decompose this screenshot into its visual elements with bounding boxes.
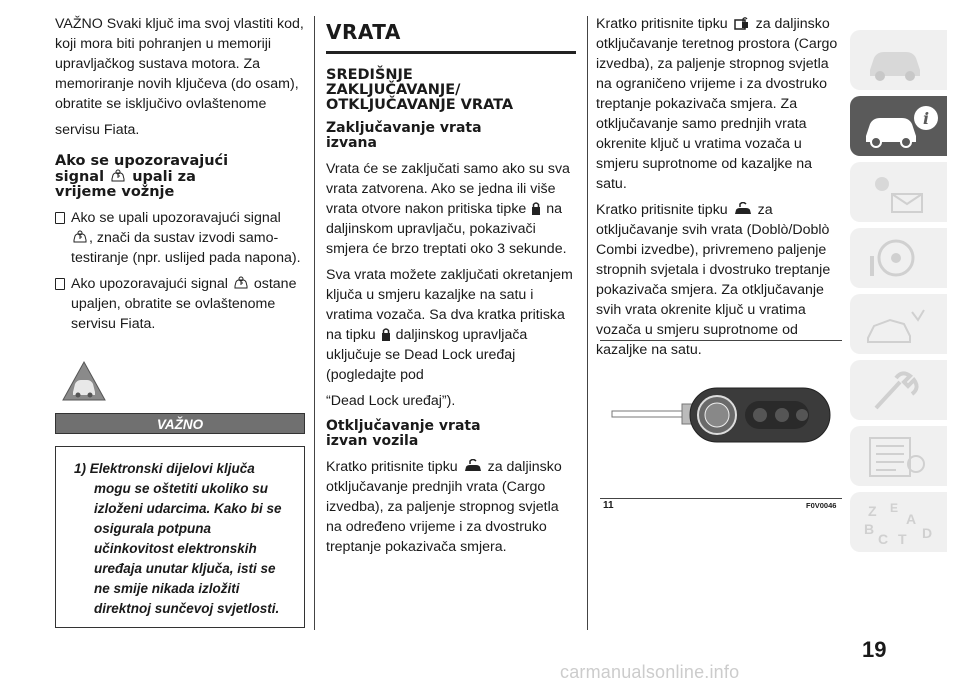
steering-wheel-icon (862, 236, 932, 281)
figure-bottom-rule (600, 498, 842, 499)
lock-outside-heading: Zaključavanje vrata izvana (326, 120, 482, 151)
column-2 (326, 14, 576, 563)
svg-text:T: T (898, 531, 907, 547)
warning-triangle-icon (61, 360, 107, 402)
sidebar-tab-maintenance[interactable] (850, 360, 947, 420)
figure-code: F0V0046 (806, 501, 837, 510)
column-1 (55, 14, 305, 628)
unlock-outside-heading: Otključavanje vrata izvan vozila (326, 418, 481, 449)
immobilizer-icon (233, 276, 249, 291)
lock-icon (531, 201, 541, 216)
car-info-active-icon (862, 104, 942, 149)
svg-text:B: B (864, 521, 875, 537)
wrench-icon (862, 368, 932, 413)
watermark: carmanualsonline.info (560, 662, 740, 682)
immobilizer-icon (110, 169, 126, 184)
sidebar-tab-technical-data[interactable] (850, 426, 947, 486)
svg-text:E: E (890, 501, 899, 515)
central-locking-heading: SREDIŠNJE ZAKLJUČAVANJE/ OTKLJUČAVANJE VRATA (326, 67, 514, 113)
key-fob-icon (600, 360, 842, 490)
paragraph: Sva vrata možete zaključati okretanjem ključa u smjeru kazaljke na satu i vratima vozača. Sa dva kratka pritiska na tipku daljinskog upravljača uključuje se Dead Lock uređaj (pogledajte pod (326, 267, 573, 383)
bullet-item: Ako se upali upozoravajući signal , znači da sustav izvodi samo-testiranje (npr. uslijed pada napona). (55, 208, 305, 268)
trunk-unlock-icon (733, 16, 751, 31)
car-crash-icon (862, 302, 932, 347)
warning-header: VAŽNO (55, 413, 305, 434)
car-unlock-icon (733, 202, 753, 217)
paragraph: Kratko pritisnite tipku za otključavanje svih vrata (Doblò/Doblò Combi izvedbe), privremeno paljenje stropnih svjetala i dvostruko treptanje pokazivača smjera. Za otključavanje svih vrata okrenite ključ u vratima vozača u smjeru suprotnome od kazaljke na satu. (596, 202, 831, 358)
svg-text:D: D (922, 525, 933, 541)
page-number: 19 (862, 637, 887, 662)
alphabet-index-icon (862, 500, 942, 548)
warning-box (55, 446, 305, 628)
title-divider (326, 51, 576, 54)
warning-text: 1) Elektronski dijelovi ključa mogu se oštetiti ukoliko su izloženi udarcima. Kako bi se osigurala potpuna učinkovitost elektronskih uređaja unutar ključa, isti se ne smije nikada izložiti direktnoj sunčevoj svjetlosti. (74, 461, 282, 616)
column-divider (314, 16, 315, 630)
paragraph: Kratko pritisnite tipku za daljinsko otključavanje teretnog prostora (Cargo izvedba), za paljenje stropnog svjetla na ograničeno vrijeme i za dvostruko treptanje pokazivača smjera. Za otključavanje samo prednjih vrata okrenite ključ u vratima vozača u smjeru suprotnome od kazaljke na satu. (596, 16, 838, 192)
figure-number: 11 (603, 500, 614, 511)
svg-text:A: A (906, 511, 917, 527)
sidebar-tab-safety[interactable] (850, 228, 947, 288)
column-3 (596, 14, 846, 366)
intro-paragraph-end: servisu Fiata. (55, 122, 140, 138)
intro-paragraph: VAŽNO Svaki ključ ima svoj vlastiti kod, koji mora biti pohranjen u memoriji upravljačkog sustava motora. Za memoriranje novih ključeva (do osam), obratite se isključivo ovlaštenome (55, 16, 304, 112)
sidebar-tab-vehicle-info[interactable] (850, 96, 947, 156)
column-divider (587, 16, 588, 630)
svg-text:Z: Z (868, 503, 877, 519)
checklist-icon (862, 434, 932, 479)
bullet-box-icon (55, 212, 65, 224)
sidebar-tab-vehicle[interactable] (850, 30, 947, 90)
paragraph: “Dead Lock uređaj”). (326, 393, 456, 409)
paragraph: Vrata će se zaključati samo ako su sva vrata zatvorena. Ako se jedna ili više vrata otvore nakon pritiska tipke na daljinskom upravljaču, pokazivači smjera će brzo treptati oko 3 sekunde. (326, 161, 570, 257)
immobilizer-icon (72, 230, 88, 245)
sidebar-tab-warning-lights[interactable] (850, 162, 947, 222)
bullet-box-icon (55, 278, 65, 290)
sidebar-tab-emergency[interactable] (850, 294, 947, 354)
warning-light-icon (862, 170, 932, 215)
lock-icon (381, 327, 391, 342)
sidebar-tab-index[interactable] (850, 492, 947, 552)
bullet-item: Ako upozoravajući signal ostane upaljen, obratite se ovlaštenome servisu Fiata. (55, 274, 305, 334)
paragraph: Kratko pritisnite tipku za daljinsko otključavanje prednjih vrata (Cargo izvedba), za paljenje stropnog svjetla na određeno vrijeme i za dvostruko treptanje pokazivača smjera. (326, 459, 562, 555)
svg-text:i: i (922, 109, 930, 128)
figure-top-rule (600, 340, 842, 341)
section-title: VRATA (326, 20, 401, 44)
car-unlock-icon (463, 459, 483, 474)
warning-signal-heading: Ako se upozoravajući signal upali za vrijeme vožnje (55, 153, 229, 200)
svg-text:C: C (878, 531, 889, 547)
car-info-icon (862, 38, 932, 83)
